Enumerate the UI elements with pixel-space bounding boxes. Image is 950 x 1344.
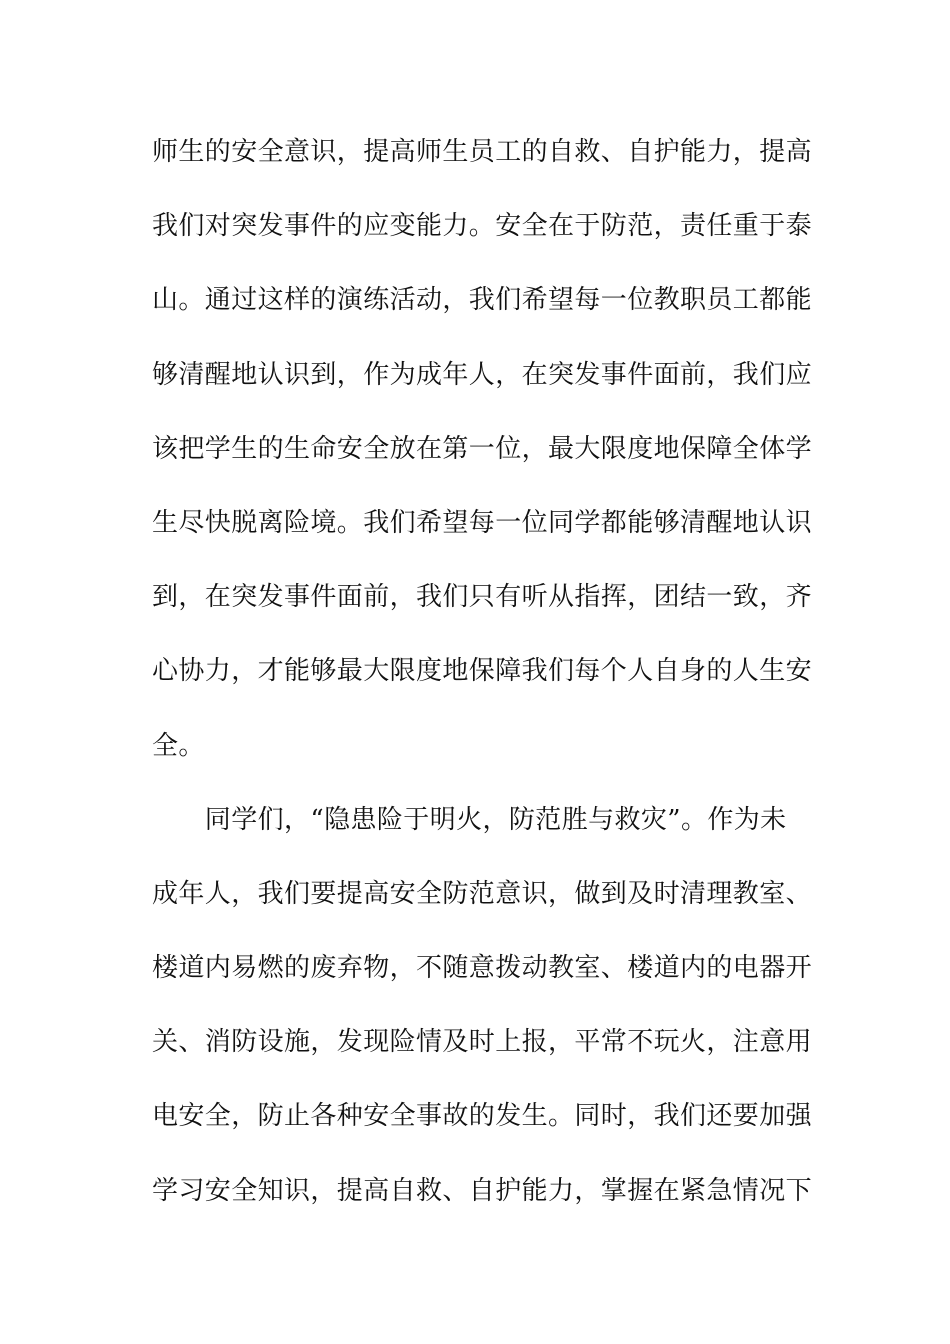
text-line: 电安全，防止各种安全事故的发生。同时，我们还要加强 (152, 1101, 813, 1132)
body-text (152, 126, 812, 1239)
text-line: 楼道内易燃的废弃物，不随意拨动教室、楼道内的电器开 (152, 953, 813, 984)
text-line: 够清醒地认识到，作为成年人，在突发事件面前，我们应 (152, 359, 813, 390)
text-line: 师生的安全意识，提高师生员工的自救、自护能力，提高 (152, 137, 813, 167)
text-line: 关、消防设施，发现险情及时上报，平常不玩火，注意用 (152, 1027, 813, 1058)
text-line: 我们对突发事件的应变能力。安全在于防范，责任重于泰 (152, 211, 813, 242)
text-line: 成年人，我们要提高安全防范意识，做到及时清理教室、 (152, 878, 813, 909)
text-line: 到，在突发事件面前，我们只有听从指挥，团结一致，齐 (152, 582, 813, 613)
text-line: 该把学生的生命安全放在第一位，最大限度地保障全体学 (152, 433, 813, 464)
text-line: 学习安全知识，提高自救、自护能力，掌握在紧急情况下 (152, 1175, 813, 1206)
text-line: 山。通过这样的演练活动，我们希望每一位教职员工都能 (152, 285, 813, 316)
text-line: 生尽快脱离险境。我们希望每一位同学都能够清醒地认识 (152, 507, 813, 538)
text-line: 全。 (152, 730, 205, 761)
text-line: 心协力，才能够最大限度地保障我们每个人自身的人生安 (152, 656, 813, 687)
text-line: 同学们，“隐患险于明火，防范胜与救灾”。作为未 (152, 804, 787, 835)
